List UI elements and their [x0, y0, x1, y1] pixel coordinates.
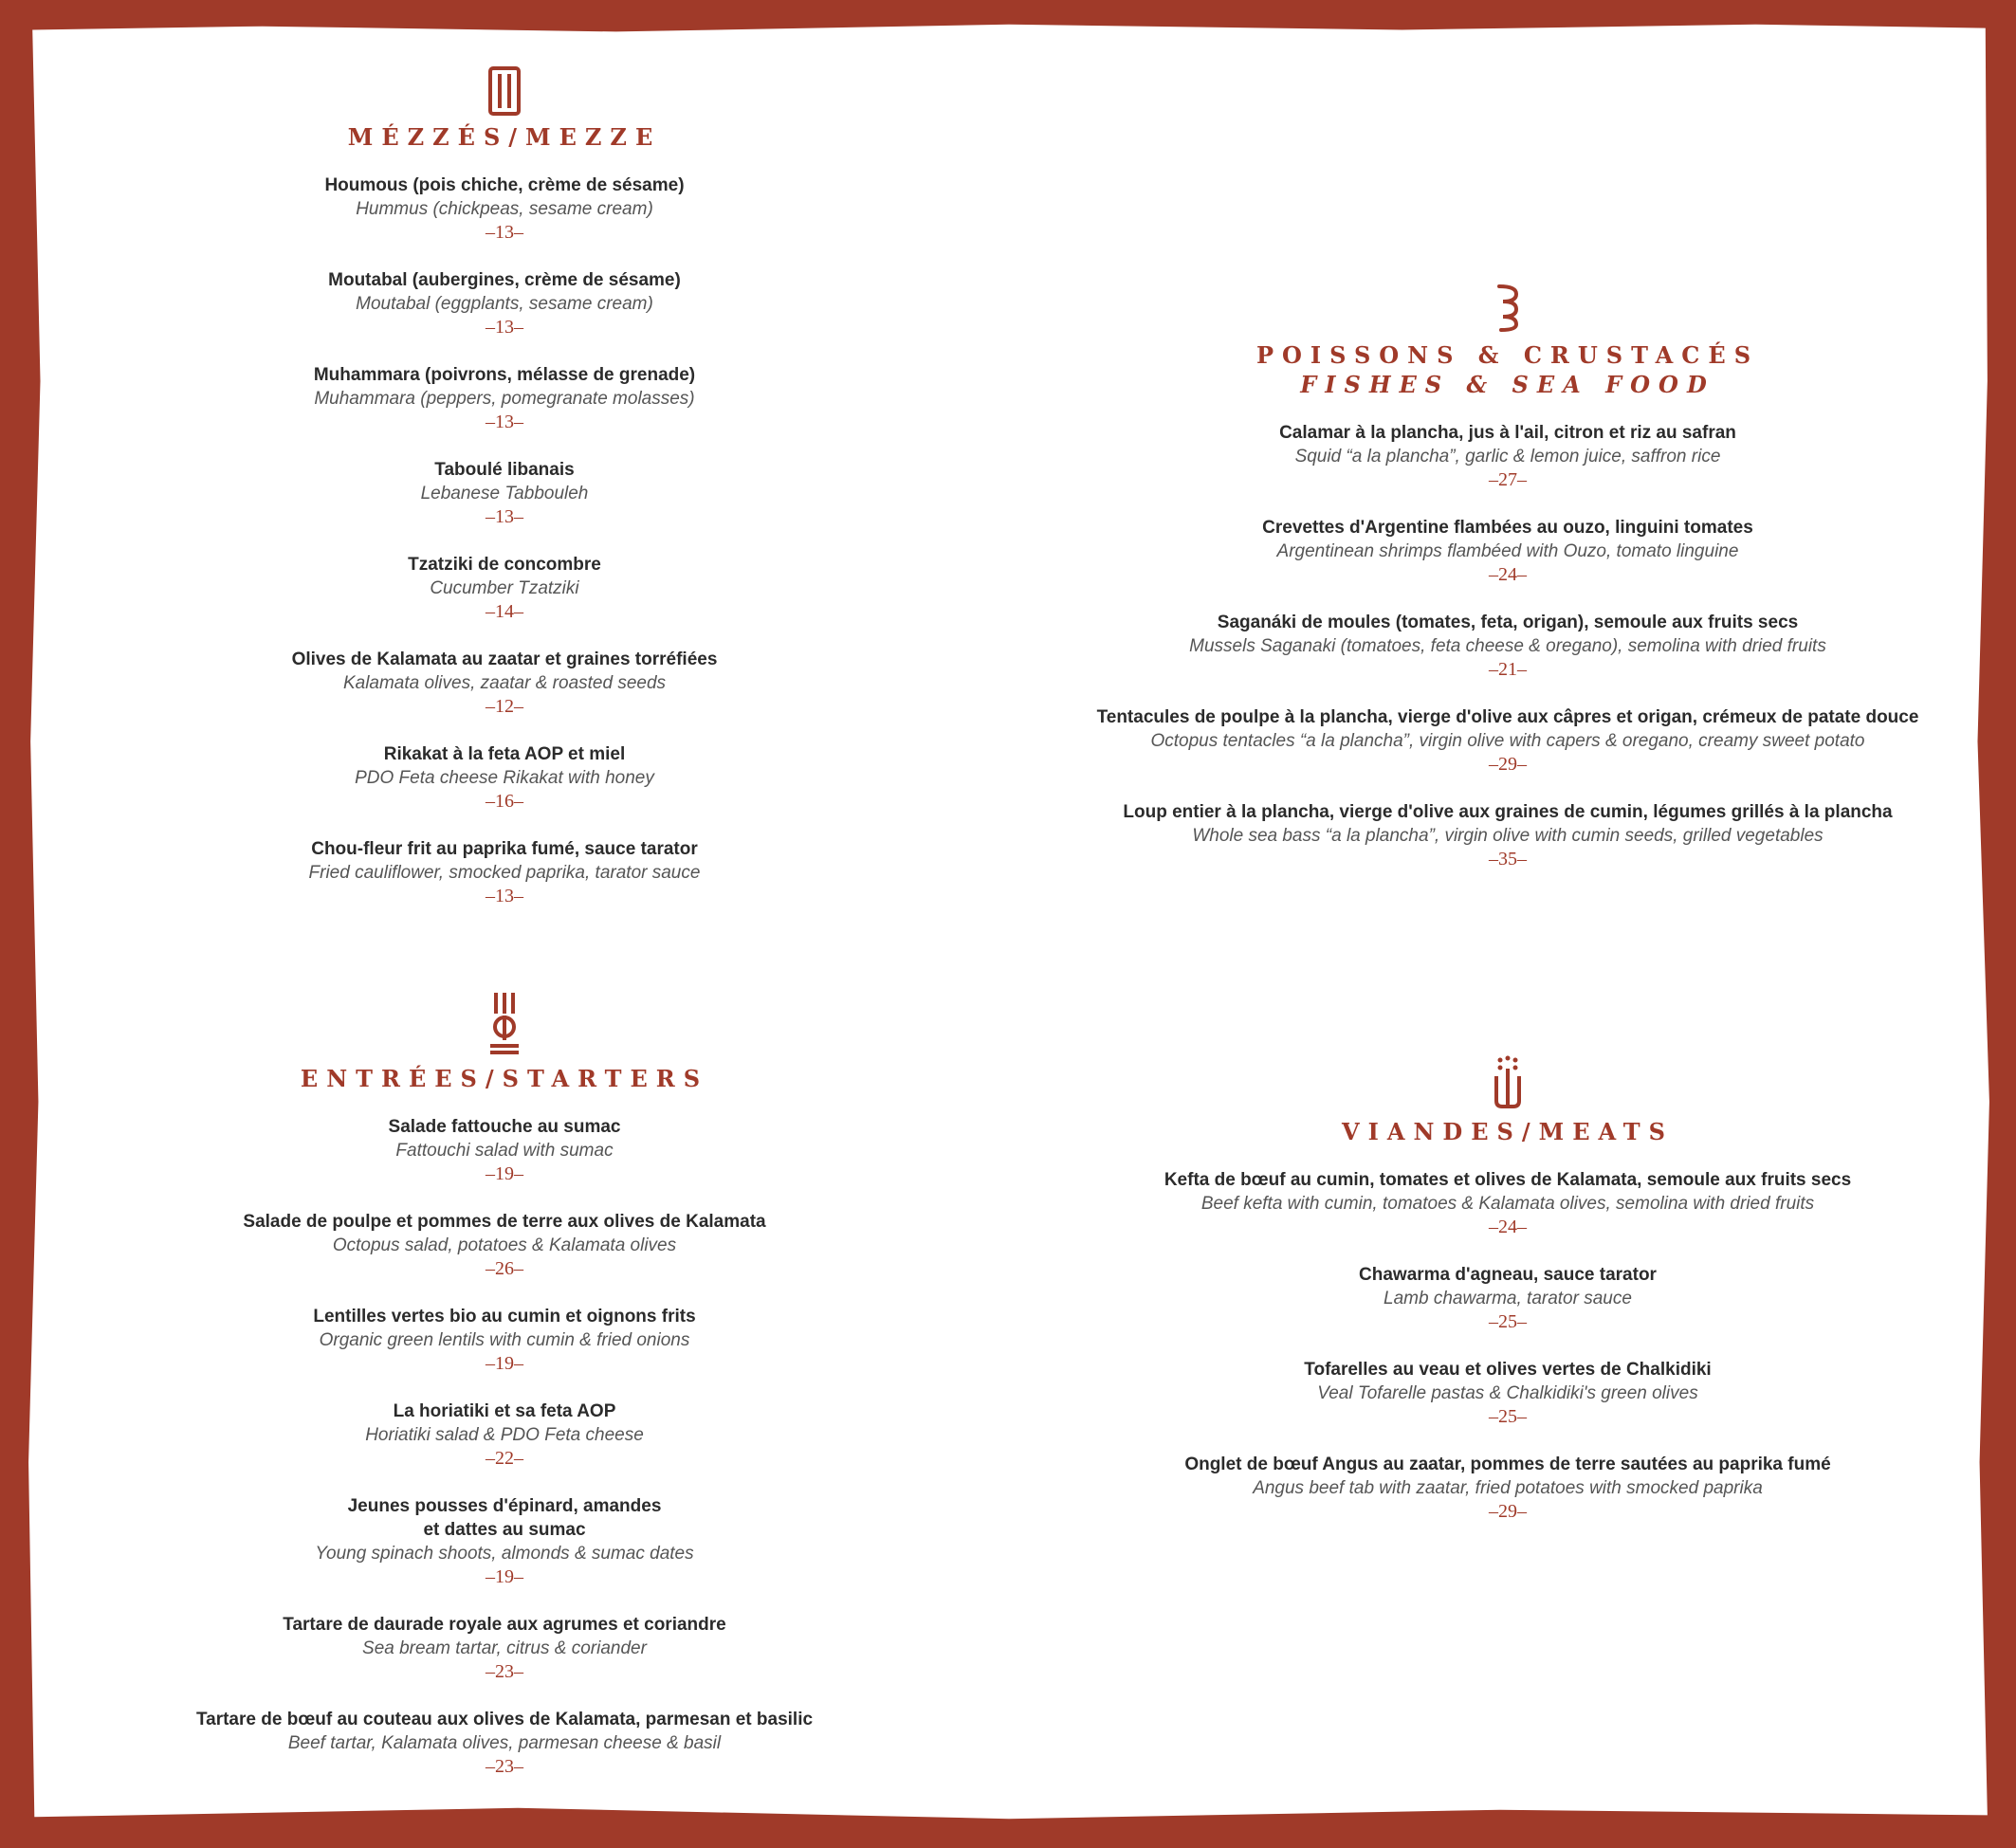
dish-name-fr: Tartare de bœuf au couteau aux olives de Kalamata, parmesan et basilic — [195, 1710, 814, 1729]
dish-name-fr: Taboulé libanais — [434, 460, 575, 480]
dish-name-fr: Tentacules de poulpe à la plancha, vierge d'olive aux câpres et origan, crémeux de patate douce — [1096, 707, 1919, 727]
section-title: VIANDES/MEATS — [1342, 1118, 1674, 1145]
dish-name-fr: Kefta de bœuf au cumin, tomates et olives de Kalamata, semoule aux fruits secs — [1164, 1170, 1852, 1190]
menu-item — [292, 648, 718, 719]
dish-price: –23– — [486, 1756, 523, 1777]
menu-item — [314, 363, 695, 434]
dish-price: –13– — [485, 412, 523, 432]
dish-price: –13– — [485, 506, 523, 527]
dish-name-fr: Chou-fleur frit au paprika fumé, sauce tarator — [311, 839, 698, 859]
dish-price: –29– — [1488, 754, 1527, 775]
menu-item — [315, 1494, 693, 1589]
section-subtitle: FISHES & SEA FOOD — [1300, 371, 1715, 398]
dish-name-en: Beef kefta with cumin, tomatoes & Kalamata olives, semolina with dried fruits — [1200, 1194, 1815, 1214]
dish-name-en: Veal Tofarelle pastas & Chalkidiki's green olives — [1317, 1383, 1698, 1403]
dish-price: –16– — [485, 791, 523, 812]
dish-name-en: Beef tartar, Kalamata olives, parmesan cheese & basil — [287, 1733, 722, 1753]
dish-name-fr: Saganáki de moules (tomates, feta, origan), semoule aux fruits secs — [1217, 613, 1799, 632]
dish-name-fr: Loup entier à la plancha, vierge d'olive aux graines de cumin, légumes grillés à la plancha — [1123, 802, 1893, 822]
dish-price: –19– — [486, 1566, 523, 1587]
menu-item — [1097, 705, 1919, 777]
menu-item — [328, 268, 681, 339]
dish-name-fr: Tzatziki de concombre — [408, 555, 601, 575]
menu-item — [1359, 1263, 1657, 1334]
dish-price: –35– — [1488, 849, 1527, 869]
menu-item — [408, 553, 601, 624]
menu-item — [1304, 1358, 1711, 1429]
dish-name-en: Kalamata olives, zaatar & roasted seeds — [342, 673, 667, 693]
dish-name-en: Octopus tentacles “a la plancha”, virgin olive with capers & oregano, creamy sweet potato — [1150, 731, 1865, 751]
dish-price: –29– — [1488, 1501, 1527, 1522]
mezze-glyph-icon — [488, 66, 521, 116]
dish-name-en: Octopus salad, potatoes & Kalamata olives — [332, 1235, 677, 1255]
menu-item — [1189, 611, 1826, 682]
dish-name-en: Cucumber Tzatziki — [430, 578, 579, 598]
dish-price: –14– — [485, 601, 523, 622]
dish-name-en: Squid “a la plancha”, garlic & lemon juice, saffron rice — [1294, 447, 1721, 467]
dish-name-en: Fattouchi salad with sumac — [395, 1141, 614, 1161]
dish-price: –22– — [485, 1448, 523, 1469]
dish-name-en: Moutabal (eggplants, sesame cream) — [356, 294, 653, 314]
dish-name-fr: Calamar à la plancha, jus à l'ail, citron et riz au safran — [1279, 423, 1736, 443]
menu-item — [1123, 800, 1892, 871]
dish-price: –13– — [485, 317, 523, 338]
dish-name-en: Sea bream tartar, citrus & coriander — [362, 1638, 647, 1658]
meats-glyph-icon — [1492, 1055, 1524, 1110]
section-starters — [87, 991, 922, 1802]
dish-price: –12– — [485, 696, 523, 717]
item-list — [1097, 421, 1919, 895]
menu-item — [365, 1400, 644, 1471]
dish-price: –24– — [1489, 1217, 1527, 1237]
dish-price: –27– — [1488, 469, 1527, 490]
item-list — [1164, 1168, 1851, 1547]
dish-name-en: Fried cauliflower, smocked paprika, tarator sauce — [308, 863, 701, 883]
dish-name-fr: Tofarelles au veau et olives vertes de Chalkidiki — [1304, 1360, 1712, 1380]
dish-price: –19– — [485, 1353, 523, 1374]
dish-price: –25– — [1488, 1406, 1527, 1427]
section-title: ENTRÉES/STARTERS — [300, 1065, 709, 1092]
section-fish — [1062, 283, 1953, 895]
menu-item — [324, 174, 684, 245]
dish-name-fr-line2: et dattes au sumac — [423, 1520, 586, 1540]
menu-item — [421, 458, 589, 529]
item-list — [196, 1115, 813, 1802]
dish-name-fr: Houmous (pois chiche, crème de sésame) — [324, 175, 685, 195]
dish-name-fr: Olives de Kalamata au zaatar et graines torréfiées — [291, 650, 718, 669]
dish-name-fr: Chawarma d'agneau, sauce tarator — [1359, 1265, 1657, 1285]
menu-item — [1262, 516, 1753, 587]
dish-price: –19– — [486, 1163, 523, 1184]
menu-item — [1184, 1453, 1830, 1524]
dish-name-fr: Salade de poulpe et pommes de terre aux olives de Kalamata — [243, 1212, 766, 1232]
starters-glyph-icon — [488, 991, 521, 1057]
dish-name-fr: Jeunes pousses d'épinard, amandes — [347, 1496, 662, 1516]
dish-price: –21– — [1488, 659, 1527, 680]
dish-name-fr: Moutabal (aubergines, crème de sésame) — [328, 270, 681, 290]
menu-item — [313, 1305, 695, 1376]
dish-name-fr: Crevettes d'Argentine flambées au ouzo, linguini tomates — [1262, 518, 1753, 538]
menu-item — [1279, 421, 1736, 492]
dish-price: –26– — [486, 1258, 523, 1279]
dish-price: –23– — [485, 1661, 523, 1682]
dish-name-en: Muhammara (peppers, pomegranate molasses) — [314, 389, 695, 409]
dish-name-en: Lamb chawarma, tarator sauce — [1384, 1289, 1632, 1308]
menu-item — [355, 742, 654, 814]
menu-item — [243, 1210, 765, 1281]
menu-item — [309, 837, 701, 908]
section-mezze — [87, 66, 922, 932]
dish-price: –13– — [485, 222, 523, 243]
dish-price: –24– — [1488, 564, 1527, 585]
dish-name-en: Hummus (chickpeas, sesame cream) — [356, 199, 653, 219]
dish-name-fr: Tartare de daurade royale aux agrumes et coriandre — [283, 1615, 726, 1635]
dish-name-en: Organic green lentils with cumin & fried onions — [319, 1330, 690, 1350]
dish-name-fr: Muhammara (poivrons, mélasse de grenade) — [313, 365, 696, 385]
dish-name-en: Mussels Saganaki (tomatoes, feta cheese & oregano), semolina with dried fruits — [1189, 636, 1826, 656]
dish-name-en: Lebanese Tabbouleh — [420, 484, 589, 503]
menu-item — [389, 1115, 621, 1186]
menu-item — [283, 1613, 725, 1684]
section-meats — [1062, 1055, 1953, 1547]
dish-name-en: Horiatiki salad & PDO Feta cheese — [365, 1425, 644, 1445]
dish-name-fr: Lentilles vertes bio au cumin et oignons frits — [313, 1307, 696, 1327]
dish-name-fr: La horiatiki et sa feta AOP — [393, 1401, 616, 1421]
dish-name-en: Young spinach shoots, almonds & sumac dates — [315, 1544, 694, 1564]
wave-glyph-icon — [1494, 283, 1522, 334]
section-title: POISSONS & CRUSTACÉS — [1255, 341, 1760, 369]
dish-price: –13– — [485, 886, 523, 906]
dish-name-en: Whole sea bass “a la plancha”, virgin olive with cumin seeds, grilled vegetables — [1192, 826, 1824, 846]
dish-name-en: Angus beef tab with zaatar, fried potatoes with smocked paprika — [1253, 1478, 1763, 1498]
dish-name-fr: Salade fattouche au sumac — [388, 1117, 621, 1137]
menu-item — [196, 1708, 813, 1779]
dish-price: –25– — [1488, 1311, 1527, 1332]
menu-item — [1164, 1168, 1851, 1239]
dish-name-fr: Onglet de bœuf Angus au zaatar, pommes de terre sautées au paprika fumé — [1184, 1455, 1831, 1474]
dish-name-fr: Rikakat à la feta AOP et miel — [383, 744, 626, 764]
item-list — [292, 174, 718, 932]
section-title: MÉZZÉS/MEZZE — [347, 123, 662, 151]
dish-name-en: Argentinean shrimps flambéed with Ouzo, tomato linguine — [1276, 541, 1739, 561]
dish-name-en: PDO Feta cheese Rikakat with honey — [355, 768, 654, 788]
